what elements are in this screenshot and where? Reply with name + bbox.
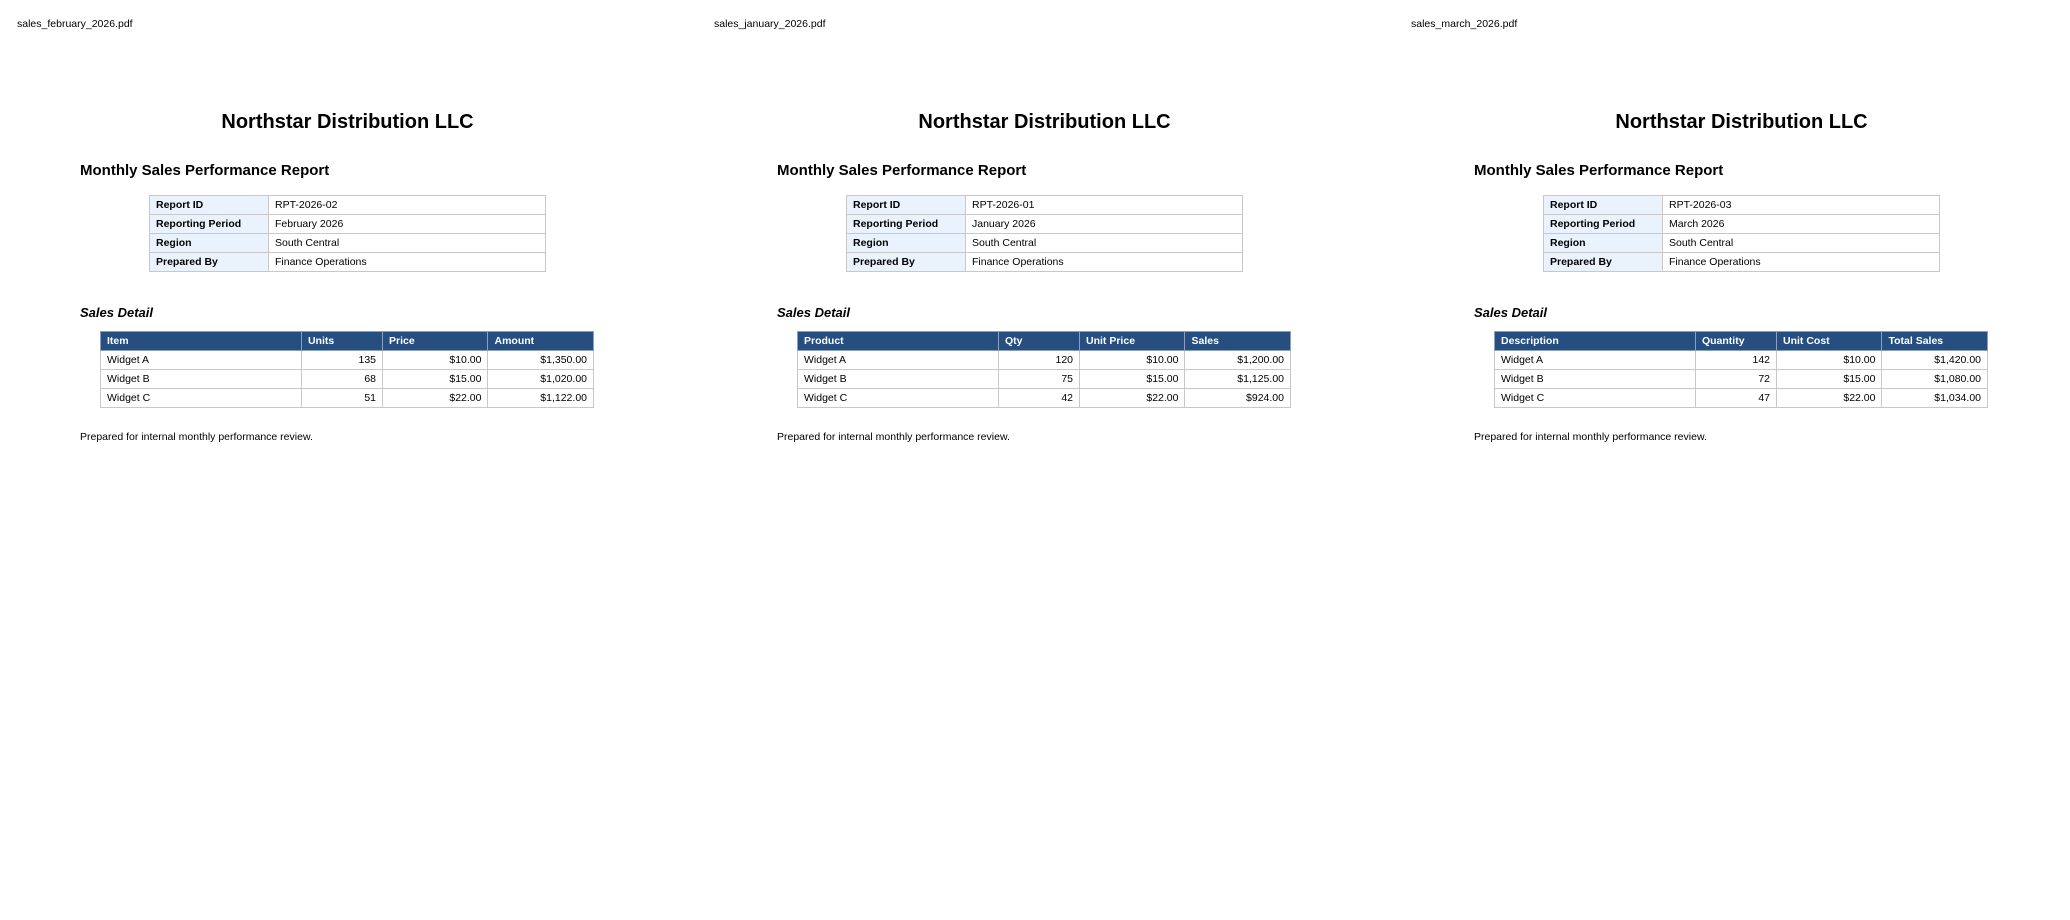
column-header: Unit Price bbox=[1080, 332, 1185, 351]
table-cell: Widget B bbox=[101, 370, 302, 389]
table-cell: 142 bbox=[1695, 351, 1776, 370]
column-header: Description bbox=[1495, 332, 1696, 351]
footer-note: Prepared for internal monthly performance review. bbox=[80, 431, 313, 443]
table-cell: $22.00 bbox=[383, 389, 488, 408]
meta-value: February 2026 bbox=[269, 215, 546, 234]
table-cell: Widget C bbox=[101, 389, 302, 408]
meta-key: Report ID bbox=[150, 196, 269, 215]
meta-value: March 2026 bbox=[1663, 215, 1940, 234]
table-cell: $10.00 bbox=[1080, 351, 1185, 370]
column-header: Quantity bbox=[1695, 332, 1776, 351]
company-name: Northstar Distribution LLC bbox=[221, 111, 474, 133]
table-header-row bbox=[101, 332, 594, 351]
meta-value: RPT-2026-03 bbox=[1663, 196, 1940, 215]
table-cell: $22.00 bbox=[1777, 389, 1882, 408]
report-metadata-table bbox=[1543, 195, 1940, 272]
table-cell: 75 bbox=[998, 370, 1079, 389]
footer-note: Prepared for internal monthly performance review. bbox=[1474, 431, 1707, 443]
meta-value: January 2026 bbox=[966, 215, 1243, 234]
table-row bbox=[798, 351, 1291, 370]
table-cell: $1,420.00 bbox=[1882, 351, 1988, 370]
table-row bbox=[1495, 351, 1988, 370]
table-cell: Widget A bbox=[798, 351, 999, 370]
table-cell: $10.00 bbox=[383, 351, 488, 370]
meta-key: Region bbox=[847, 234, 966, 253]
meta-row bbox=[847, 215, 1243, 234]
meta-key: Region bbox=[1544, 234, 1663, 253]
company-name: Northstar Distribution LLC bbox=[918, 111, 1171, 133]
table-cell: 68 bbox=[301, 370, 382, 389]
meta-key: Reporting Period bbox=[847, 215, 966, 234]
meta-key: Prepared By bbox=[847, 253, 966, 272]
table-header-row bbox=[1495, 332, 1988, 351]
table-row bbox=[798, 389, 1291, 408]
meta-value: Finance Operations bbox=[966, 253, 1243, 272]
column-header: Qty bbox=[998, 332, 1079, 351]
meta-key: Reporting Period bbox=[150, 215, 269, 234]
meta-row bbox=[1544, 215, 1940, 234]
table-cell: Widget A bbox=[101, 351, 302, 370]
table-row bbox=[101, 370, 594, 389]
meta-key: Report ID bbox=[1544, 196, 1663, 215]
meta-value: RPT-2026-02 bbox=[269, 196, 546, 215]
column-header: Price bbox=[383, 332, 488, 351]
section-title: Sales Detail bbox=[1474, 305, 1547, 320]
meta-row bbox=[847, 253, 1243, 272]
table-row bbox=[101, 351, 594, 370]
meta-row bbox=[847, 196, 1243, 215]
meta-value: Finance Operations bbox=[1663, 253, 1940, 272]
sales-detail-table bbox=[1494, 331, 1988, 408]
table-cell: $1,350.00 bbox=[488, 351, 594, 370]
document-panel-3 bbox=[1394, 0, 2070, 920]
table-cell: 47 bbox=[1695, 389, 1776, 408]
table-row bbox=[798, 370, 1291, 389]
table-cell: $15.00 bbox=[383, 370, 488, 389]
report-metadata-table bbox=[846, 195, 1243, 272]
meta-key: Prepared By bbox=[150, 253, 269, 272]
section-title: Sales Detail bbox=[80, 305, 153, 320]
table-cell: $1,122.00 bbox=[488, 389, 594, 408]
meta-key: Reporting Period bbox=[1544, 215, 1663, 234]
meta-key: Region bbox=[150, 234, 269, 253]
report-title: Monthly Sales Performance Report bbox=[1474, 162, 1724, 179]
table-cell: $1,034.00 bbox=[1882, 389, 1988, 408]
column-header: Total Sales bbox=[1882, 332, 1988, 351]
table-cell: $1,080.00 bbox=[1882, 370, 1988, 389]
table-cell: $1,200.00 bbox=[1185, 351, 1291, 370]
table-cell: $15.00 bbox=[1777, 370, 1882, 389]
meta-row bbox=[150, 253, 546, 272]
table-cell: $15.00 bbox=[1080, 370, 1185, 389]
meta-key: Prepared By bbox=[1544, 253, 1663, 272]
table-cell: Widget B bbox=[1495, 370, 1696, 389]
meta-value: South Central bbox=[1663, 234, 1940, 253]
table-cell: 42 bbox=[998, 389, 1079, 408]
table-cell: 135 bbox=[301, 351, 382, 370]
meta-row bbox=[1544, 234, 1940, 253]
table-cell: 120 bbox=[998, 351, 1079, 370]
table-row bbox=[101, 389, 594, 408]
document-filename: sales_march_2026.pdf bbox=[1411, 18, 1518, 30]
meta-value: South Central bbox=[269, 234, 546, 253]
document-filename: sales_february_2026.pdf bbox=[17, 18, 133, 30]
sales-detail-table bbox=[100, 331, 594, 408]
table-cell: $10.00 bbox=[1777, 351, 1882, 370]
table-cell: $924.00 bbox=[1185, 389, 1291, 408]
meta-row bbox=[1544, 196, 1940, 215]
table-cell: Widget C bbox=[1495, 389, 1696, 408]
meta-value: RPT-2026-01 bbox=[966, 196, 1243, 215]
column-header: Amount bbox=[488, 332, 594, 351]
meta-key: Report ID bbox=[847, 196, 966, 215]
meta-row bbox=[847, 234, 1243, 253]
column-header: Product bbox=[798, 332, 999, 351]
table-cell: $1,125.00 bbox=[1185, 370, 1291, 389]
sales-detail-table bbox=[797, 331, 1291, 408]
meta-row bbox=[1544, 253, 1940, 272]
table-row bbox=[1495, 370, 1988, 389]
meta-value: South Central bbox=[966, 234, 1243, 253]
table-cell: $22.00 bbox=[1080, 389, 1185, 408]
footer-note: Prepared for internal monthly performance review. bbox=[777, 431, 1010, 443]
table-cell: Widget B bbox=[798, 370, 999, 389]
company-name: Northstar Distribution LLC bbox=[1615, 111, 1868, 133]
table-cell: Widget C bbox=[798, 389, 999, 408]
table-cell: 72 bbox=[1695, 370, 1776, 389]
column-header: Unit Cost bbox=[1777, 332, 1882, 351]
document-panel-1 bbox=[0, 0, 697, 920]
column-header: Item bbox=[101, 332, 302, 351]
table-header-row bbox=[798, 332, 1291, 351]
document-filename: sales_january_2026.pdf bbox=[714, 18, 826, 30]
column-header: Units bbox=[301, 332, 382, 351]
meta-row bbox=[150, 234, 546, 253]
table-cell: 51 bbox=[301, 389, 382, 408]
report-title: Monthly Sales Performance Report bbox=[80, 162, 330, 179]
meta-value: Finance Operations bbox=[269, 253, 546, 272]
table-cell: $1,020.00 bbox=[488, 370, 594, 389]
report-title: Monthly Sales Performance Report bbox=[777, 162, 1027, 179]
table-cell: Widget A bbox=[1495, 351, 1696, 370]
report-metadata-table bbox=[149, 195, 546, 272]
meta-row bbox=[150, 215, 546, 234]
meta-row bbox=[150, 196, 546, 215]
section-title: Sales Detail bbox=[777, 305, 850, 320]
document-panel-2 bbox=[697, 0, 1394, 920]
column-header: Sales bbox=[1185, 332, 1291, 351]
table-row bbox=[1495, 389, 1988, 408]
